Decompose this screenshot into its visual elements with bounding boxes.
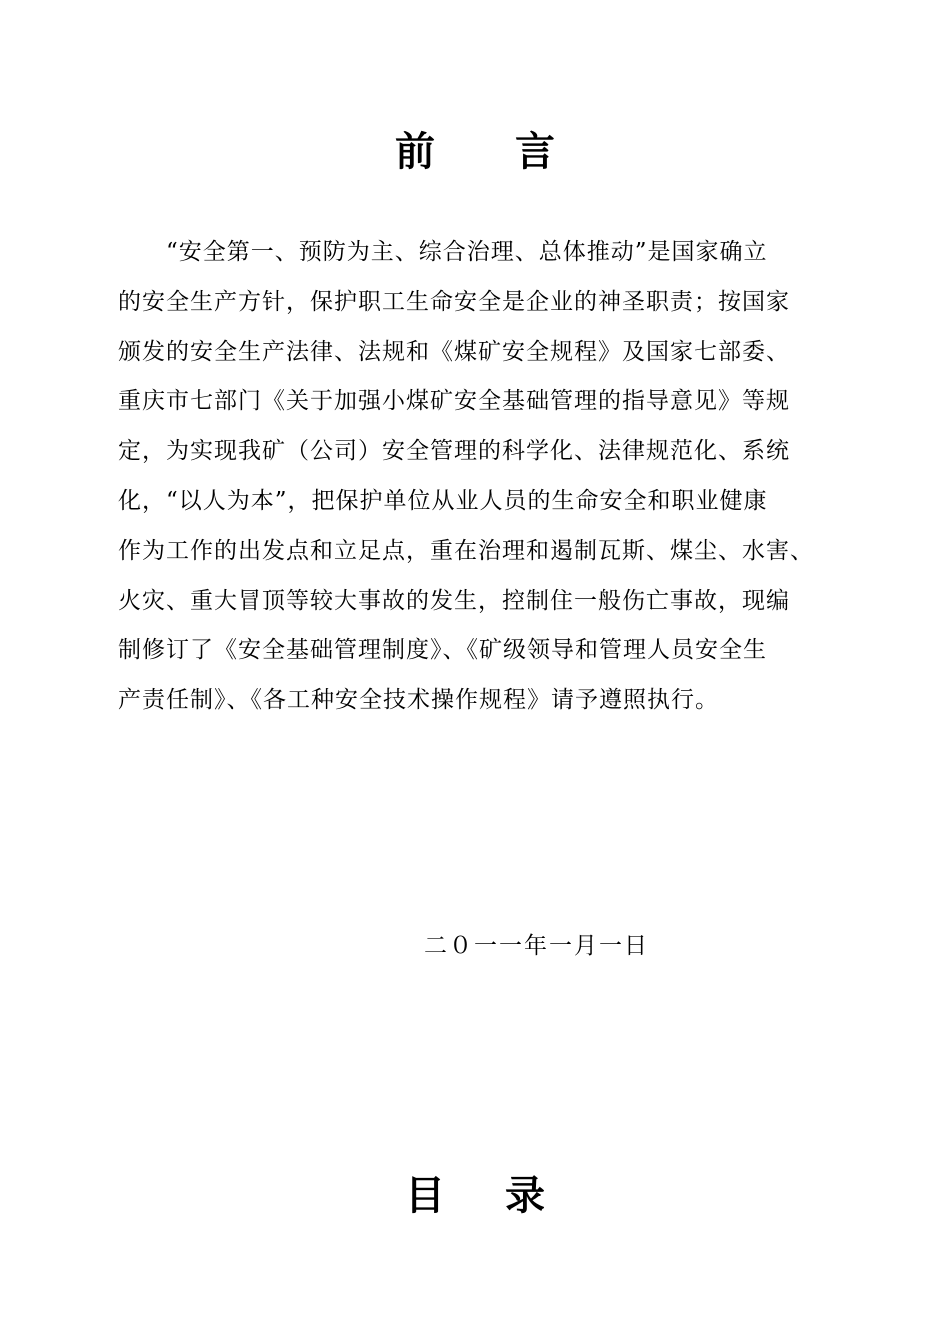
preface-paragraph [118,228,838,726]
paragraph-line: “安全第一、预防为主、综合治理、总体推动”是国家确立 [118,239,768,265]
paragraph-line: 制修订了《安全基础管理制度》、《矿级领导和管理人员安全生 [118,637,767,664]
paragraph-line: 的安全生产方针，保护职工生命安全是企业的神圣职责；按国家 [118,288,790,315]
toc-title: 目录 [405,1173,605,1219]
preface-title: 前言 [395,129,635,175]
paragraph-line: 颁发的安全生产法律、法规和《煤矿安全规程》及国家七部委、 [118,338,790,365]
paragraph-line: 化，“以人为本”，把保护单位从业人员的生命安全和职业健康 [118,487,768,514]
paragraph-line: 作为工作的出发点和立足点，重在治理和遏制瓦斯、煤尘、水害、 [118,537,814,564]
paragraph-line: 重庆市七部门《关于加强小煤矿安全基础管理的指导意见》等规 [118,388,790,415]
paragraph-line: 产责任制》、《各工种安全技术操作规程》请予遵照执行。 [118,687,719,714]
paragraph-line: 火灾、重大冒顶等较大事故的发生，控制住一般伤亡事故，现编 [118,587,790,614]
preface-date: 二０一一年一月一日 [424,933,649,959]
paragraph-line: 定，为实现我矿（公司）安全管理的科学化、法律规范化、系统 [118,438,790,465]
